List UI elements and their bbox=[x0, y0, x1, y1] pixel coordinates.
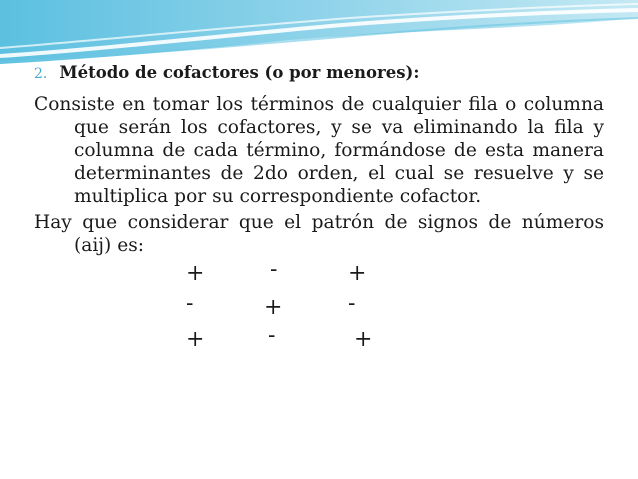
slide-content bbox=[34, 62, 604, 373]
sign-r2-c2: + bbox=[264, 295, 283, 320]
paragraph-1: Consiste en tomar los términos de cualquier fila o columna que serán los cofactores, y se va eliminando la fila y columna de cada término, formándose de esta manera determinantes de 2do orden, el cual se resuelve y se multiplica por su correspondiente cofactor. bbox=[34, 94, 604, 207]
sign-r3-c3: + bbox=[354, 327, 373, 352]
paragraph-2: Hay que considerar que el patrón de signos de números (aij) es: bbox=[34, 212, 604, 256]
sign-r2-c1: - bbox=[186, 291, 194, 316]
header-wave-decoration bbox=[0, 0, 638, 64]
sign-r3-c1: + bbox=[186, 327, 205, 352]
sign-r3-c2: - bbox=[268, 323, 276, 348]
sign-pattern bbox=[34, 257, 604, 373]
sign-r1-c3: + bbox=[348, 261, 367, 286]
sign-r2-c3: - bbox=[348, 291, 356, 316]
section-heading bbox=[34, 62, 604, 85]
heading-number: 2. bbox=[34, 66, 48, 82]
sign-r1-c1: + bbox=[186, 261, 205, 286]
heading-title: Método de cofactores (o por menores): bbox=[59, 63, 420, 82]
sign-r1-c2: - bbox=[270, 257, 278, 282]
